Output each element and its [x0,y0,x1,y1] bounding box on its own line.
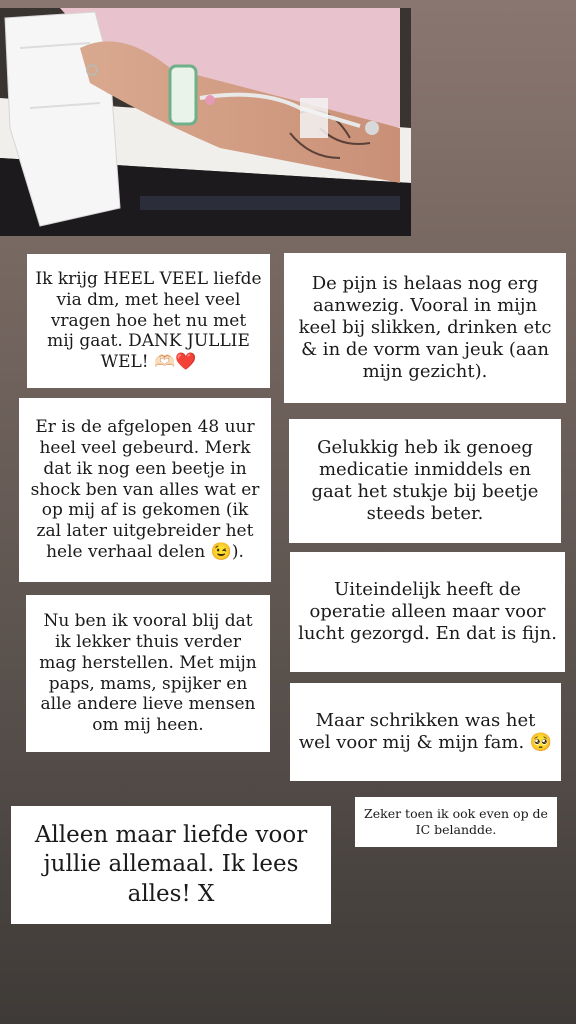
note-text: Er is de afgelopen 48 uur heel veel gebeurd. Merk dat ik nog een beetje in shock ben van alles wat er op mij af is gekomen (ik zal later uitgebreider het hele verhaal delen 😉). [30,417,260,562]
note-love-via-dm [27,254,270,388]
note-text: Maar schrikken was het wel voor mij & mijn fam. 🥺 [298,710,553,753]
note-enough-medication [289,419,561,543]
note-text: Ik krijg HEEL VEEL liefde via dm, met heel veel vragen hoe het nu met mij gaat. DANK JULLIE WEL! 🫶🏻❤️ [35,269,262,373]
note-last-48-hours [19,398,271,582]
note-text: Uiteindelijk heeft de operatie alleen maar voor lucht gezorgd. En dat is fijn. [298,579,557,644]
note-text: Zeker toen ik ook even op de IC belandde. [364,805,548,837]
note-operation-air [290,552,565,672]
note-text: De pijn is helaas nog erg aanwezig. Vooral in mijn keel bij slikken, drinken etc & in de vorm van jeuk (aan mijn gezicht). [298,273,552,382]
note-scary [290,683,561,781]
hospital-arm-photo [0,8,411,236]
note-happy-at-home [26,595,270,752]
note-only-love [11,806,331,924]
note-ic [355,797,557,847]
note-pain-still-present [284,253,566,403]
note-text: Alleen maar liefde voor jullie allemaal. Ik lees alles! X [34,821,308,907]
note-text: Gelukkig heb ik genoeg medicatie inmiddels en gaat het stukje bij beetje steeds beter. [311,437,539,524]
note-text: Nu ben ik vooral blij dat ik lekker thuis verder mag herstellen. Met mijn paps, mams, spijker en alle andere lieve mensen om mij heen. [39,611,257,735]
